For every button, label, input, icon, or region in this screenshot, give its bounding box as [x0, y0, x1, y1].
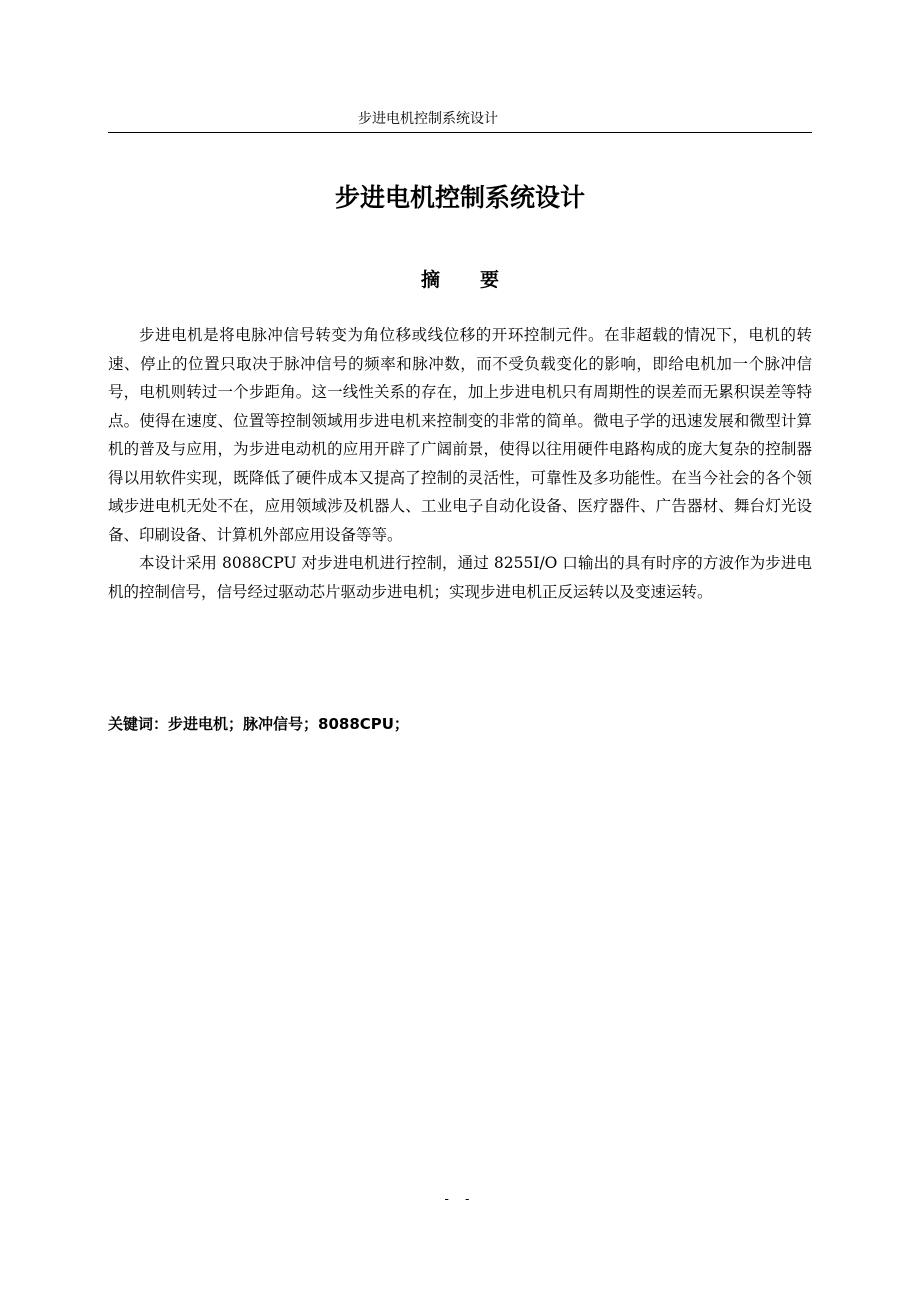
abstract-body: [108, 321, 812, 606]
abstract-paragraph-1: 步进电机是将电脉冲信号转变为角位移或线位移的开环控制元件。在非超载的情况下，电机的转速、停止的位置只取决于脉冲信号的频率和脉冲数，而不受负载变化的影响，即给电机加一个脉冲信号，电机则转过一个步距角。这一线性关系的存在，加上步进电机只有周期性的误差而无累积误差等特点。使得在速度、位置等控制领域用步进电机来控制变的非常的简单。微电子学的迅速发展和微型计算机的普及与应用，为步进电动机的应用开辟了广阔前景，使得以往用硬件电路构成的庞大复杂的控制器得以用软件实现，既降低了硬件成本又提高了控制的灵活性，可靠性及多功能性。在当今社会的各个领域步进电机无处不在，应用领域涉及机器人、工业电子自动化设备、医疗器件、广告器材、舞台灯光设备、印刷设备、计算机外部应用设备等等。: [108, 326, 812, 544]
page-number: - -: [444, 1192, 476, 1207]
abstract-paragraph-2: 本设计采用 8088CPU 对步进电机进行控制，通过 8255I/O 口输出的具有时序的方波作为步进电机的控制信号，信号经过驱动芯片驱动步进电机；实现步进电机正反运转以及变速运转。: [108, 554, 812, 601]
keywords-line: 关键词：步进电机；脉冲信号；8088CPU；: [108, 715, 409, 733]
running-header-title: 步进电机控制系统设计: [358, 111, 498, 127]
abstract-heading: 摘要: [420, 269, 539, 291]
running-header: [108, 108, 812, 133]
document-title: 步进电机控制系统设计: [334, 183, 585, 212]
